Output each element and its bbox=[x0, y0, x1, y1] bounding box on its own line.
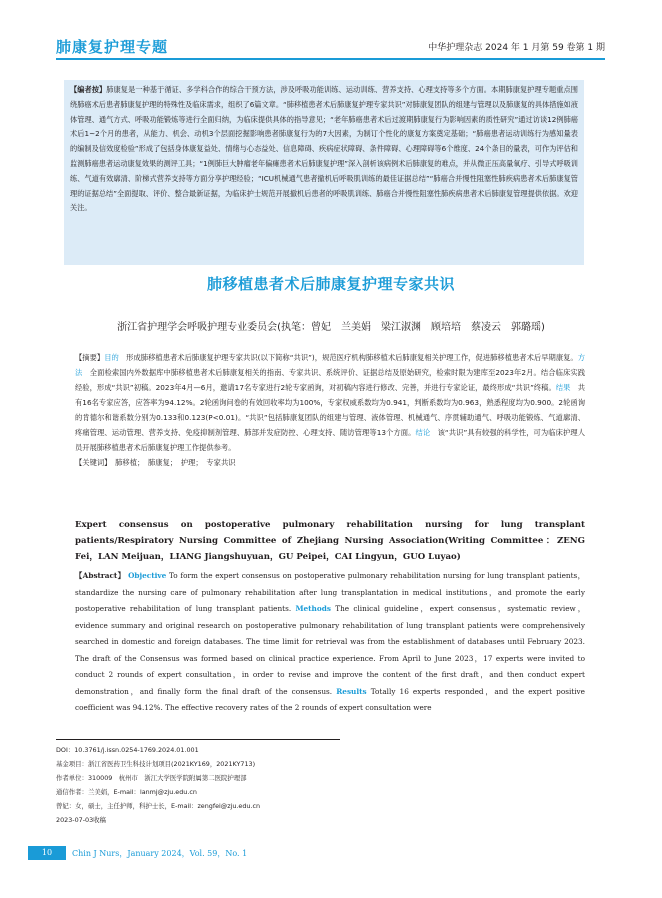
results-label-en: Results bbox=[336, 686, 367, 696]
results-en: Totally 16 experts responded，and the expert positive coefficient was 94.12%. The effective recovery rates of the 2 rounds of expert consultation were bbox=[75, 686, 585, 712]
editor-note bbox=[70, 83, 578, 216]
article-authors: 浙江省护理学会呼吸护理专业委员会(执笔：曾妃 兰美娟 梁江淑渊 顾培培 蔡凌云 郭璐瑶) bbox=[117, 322, 545, 333]
editor-note-text: 肺康复是一种基于循证、多学科合作的综合干预方法，涉及呼吸功能训练、运动训练、营养支持、心理支持等多个方面。本期肺康复护理专题重点围绕肺癌术后患者肺康复护理的特殊性及临床需求，组织了6篇文章。“肺移植患者术后肺康复护理专家共识”对肺康复团队的组建与管理以及肺康复的具体措施如液体管理、通气方式、呼吸功能锻炼等进行全面归纳，为临床提供具体的指导意见；“老年肺癌患者术后过渡期肺康复行为影响因素的质性研究”通过访谈12例肺癌术后1~2个月的患者，从能力、机会、动机3个层面挖掘影响患者肺康复行为的7大因素，为制订个性化的康复方案奠定基础；“肺癌患者运动训练行为感知量表的编制及信效度检验”形成了包括身体康复益处、情绪与心态益处、信息障碍、疾病症状障碍、条件障碍、心理障碍等6个维度、24个条目的量表，可作为评估和监测肺癌患者运动康复效果的测评工具；“1例肺巨大肿瘤老年偏瘫患者术后肺康复护理”深入剖析该病例术后肺康复的难点，并从微正压高量氧疗、引导式呼吸训练、气道有效廓清、阶梯式营养支持等方面分享护理经验；“ICU机械通气患者撤机后呼吸肌训练的最佳证据总结”“肺癌合并慢性阻塞性肺疾病患者术后肺康复管理的证据总结”全面提取、评价、整合最新证据，为临床护士规范开展撤机后患者的呼吸肌训练、肺癌合并慢性阻塞性肺疾病患者术后肺康复管理提供依据。欢迎关注。 bbox=[70, 85, 578, 213]
abstract-en bbox=[75, 568, 585, 717]
conclusion-label-cn: 结论 bbox=[415, 428, 431, 437]
page-header bbox=[0, 0, 662, 62]
objective-label-cn: 目的 bbox=[104, 353, 119, 362]
objective-en: To form the expert consensus on postoperative pulmonary rehabilitation nursing for lung transplant patients，standardize the nursing care of pulmonary rehabilitation after lung transplantation in medical institutions，and promote the early postoperative rehabilitation of lung transplant patients. bbox=[75, 571, 585, 613]
footnote-rule bbox=[56, 739, 340, 740]
fund: 基金项目：浙江省医药卫生科技计划项目(2021KY169，2021KY713) bbox=[56, 760, 256, 768]
abstract-cn-label: 【摘要】 bbox=[75, 353, 105, 362]
corresponding-author: 通信作者：兰美娟，E-mail：lanmj@zju.edu.cn bbox=[56, 788, 197, 796]
abstract-en-label: 【Abstract】 bbox=[75, 571, 126, 580]
page-footer bbox=[28, 846, 628, 860]
editor-note-box bbox=[64, 80, 584, 265]
results-label-cn: 结果 bbox=[555, 383, 571, 392]
english-title: Expert consensus on postoperative pulmonary rehabilitation nursing for lung transplant patients/Respiratory Nursing Committee of Zhejiang Nursing Association(Writing Committee：ZENG Fei，LAN Meijuan，LIANG Jiangshuyuan，GU Peipei，CAI Lingyun，GUO Luyao) bbox=[75, 520, 585, 562]
keywords: 肺移植； 肺康复； 护理； 专家共识 bbox=[115, 458, 236, 467]
footer-journal: Chin J Nurs，January 2024，Vol. 59，No. 1 bbox=[72, 849, 248, 858]
section-title: 肺康复护理专题 bbox=[56, 38, 169, 56]
results-cn: 共有16名专家应答，应答率为94.12%。2轮函询问卷的有效回收率均为100%，专家权威系数均为0.941，判断系数均为0.963，熟悉程度均为0.900。2轮函询的肯德尔和谐系数分别为0.133和0.123(P<0.01)。“共识”包括肺康复团队的组建与管理、液体管理、机械通气、序贯辅助通气、呼吸功能锻炼、气道廓清、疼痛管理、运动管理、营养支持、免疫抑制剂管理、肺部并发症防控、心理支持、随访管理等13个方面。 bbox=[75, 383, 586, 437]
conclusion-cn: 该“共识”具有较强的科学性，可为临床护理人员开展肺移植患者术后肺康复护理工作提供参考。 bbox=[75, 428, 585, 452]
objective-cn: 形成肺移植患者术后肺康复护理专家共识(以下简称“共识”)，规范医疗机构肺移植术后肺康复相关护理工作，促进肺移植患者术后早期康复。 bbox=[126, 353, 578, 362]
footnotes bbox=[56, 743, 356, 827]
journal-issue-line: 中华护理杂志 2024 年 1 月第 59 卷第 1 期 bbox=[428, 43, 605, 53]
abstract-cn bbox=[75, 350, 585, 470]
doi: DOI：10.3761/j.issn.0254-1769.2024.01.001 bbox=[56, 746, 199, 754]
article-title: 肺移植患者术后肺康复护理专家共识 bbox=[206, 275, 455, 293]
methods-cn: 全面检索国内外数据库中肺移植患者术后肺康复相关的指南、专家共识、系统评价、证据总结及原始研究，检索时限为建库至2023年2月。结合临床实践经验，形成“共识”初稿。2023年4月—6月，邀请17名专家进行2轮专家函询，对初稿内容进行修改、完善，并进行专家论证，最终形成“共识”终稿。 bbox=[75, 368, 585, 392]
methods-en: The clinical guideline，expert consensus，systematic review，evidence summary and original research on postoperative pulmonary rehabilitation of lung transplant patients were comprehensively searched in domestic and foreign databases. The time limit for retrieval was from the establishment of databases until February 2023. The draft of the Consensus was formed based on clinical practice experience. From April to June 2023，17 experts were invited to conduct 2 rounds of expert consultation，in order to revise and improve the content of the first draft，and then conduct expert demonstration，and finally form the final draft of the consensus. bbox=[75, 604, 586, 696]
affiliation: 作者单位：310009 杭州市 浙江大学医学院附属第二医院护理部 bbox=[56, 774, 247, 782]
objective-label-en: Objective bbox=[128, 571, 167, 580]
first-author: 曾妃：女，硕士，主任护师，科护士长，E-mail：zengfei@zju.edu.cn bbox=[56, 802, 261, 810]
page-number: 10 bbox=[28, 846, 66, 860]
methods-label-cn: 方法 bbox=[75, 353, 586, 377]
received-date: 2023-07-03收稿 bbox=[56, 816, 106, 824]
header-rule bbox=[56, 58, 605, 60]
editor-note-label: 【编者按】 bbox=[70, 85, 107, 94]
keywords-label: 【关键词】 bbox=[75, 458, 108, 467]
methods-label-en: Methods bbox=[295, 604, 331, 613]
